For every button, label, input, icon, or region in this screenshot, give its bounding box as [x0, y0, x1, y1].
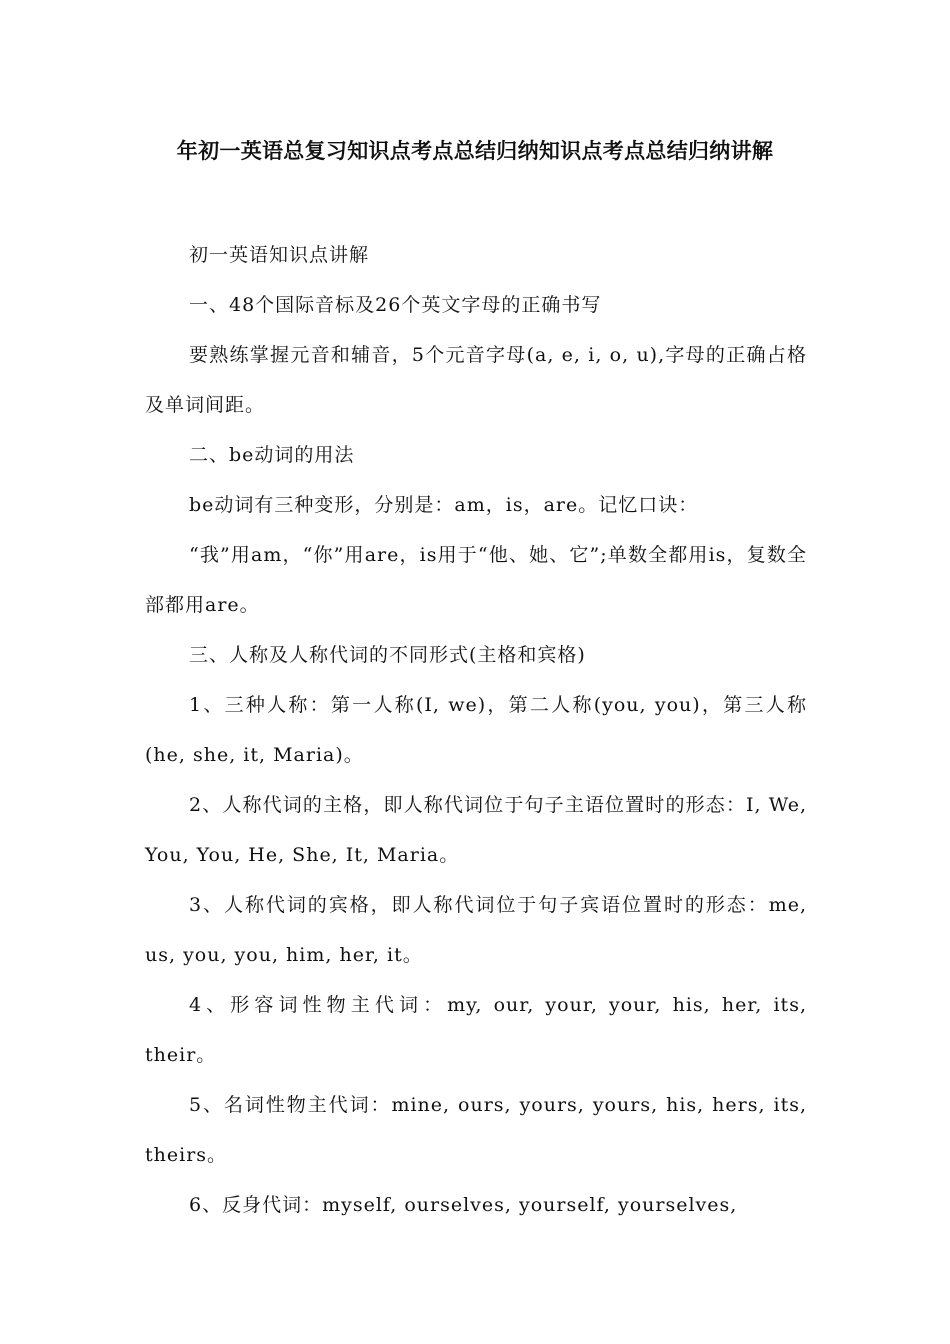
- paragraph-reflexive-pronouns: 6、反身代词：myself, ourselves, yourself, yourselves,: [189, 1194, 738, 1216]
- paragraph-heading-phonetics: 一、48个国际音标及26个英文字母的正确书写: [189, 294, 602, 316]
- paragraph-heading-pronouns: 三、人称及人称代词的不同形式(主格和宾格): [189, 644, 586, 666]
- paragraph-vowels: 要熟练掌握元音和辅音，5个元音字母(a, e, i, o, u),字母的正确占格及单词间距。: [145, 344, 807, 416]
- paragraph-heading-be-verb: 二、be动词的用法: [189, 444, 355, 466]
- paragraph-be-mnemonic: “我”用am，“你”用are，is用于“他、她、它”;单数全都用is，复数全部都用are。: [145, 544, 807, 616]
- paragraph-three-persons: 1、三种人称：第一人称(I, we)，第二人称(you, you)，第三人称(he, she, it, Maria)。: [145, 694, 807, 766]
- page-title: 年初一英语总复习知识点考点总结归纳知识点考点总结归纳讲解: [176, 139, 774, 163]
- paragraph-possessive-adjectives: 4、形容词性物主代词：my, our, your, your, his, her, its, their。: [145, 994, 807, 1066]
- paragraph-section-heading: 初一英语知识点讲解: [189, 244, 370, 266]
- paragraph-possessive-pronouns: 5、名词性物主代词：mine, ours, yours, yours, his, hers, its, theirs。: [145, 1094, 807, 1166]
- document-body: [145, 230, 807, 1230]
- paragraph-object-pronouns: 3、人称代词的宾格，即人称代词位于句子宾语位置时的形态：me, us, you, you, him, her, it。: [145, 894, 807, 966]
- paragraph-subject-pronouns: 2、人称代词的主格，即人称代词位于句子主语位置时的形态：I, We, You, You, He, She, It, Maria。: [145, 794, 807, 866]
- paragraph-be-forms: be动词有三种变形，分别是：am，is，are。记忆口诀：: [189, 494, 699, 516]
